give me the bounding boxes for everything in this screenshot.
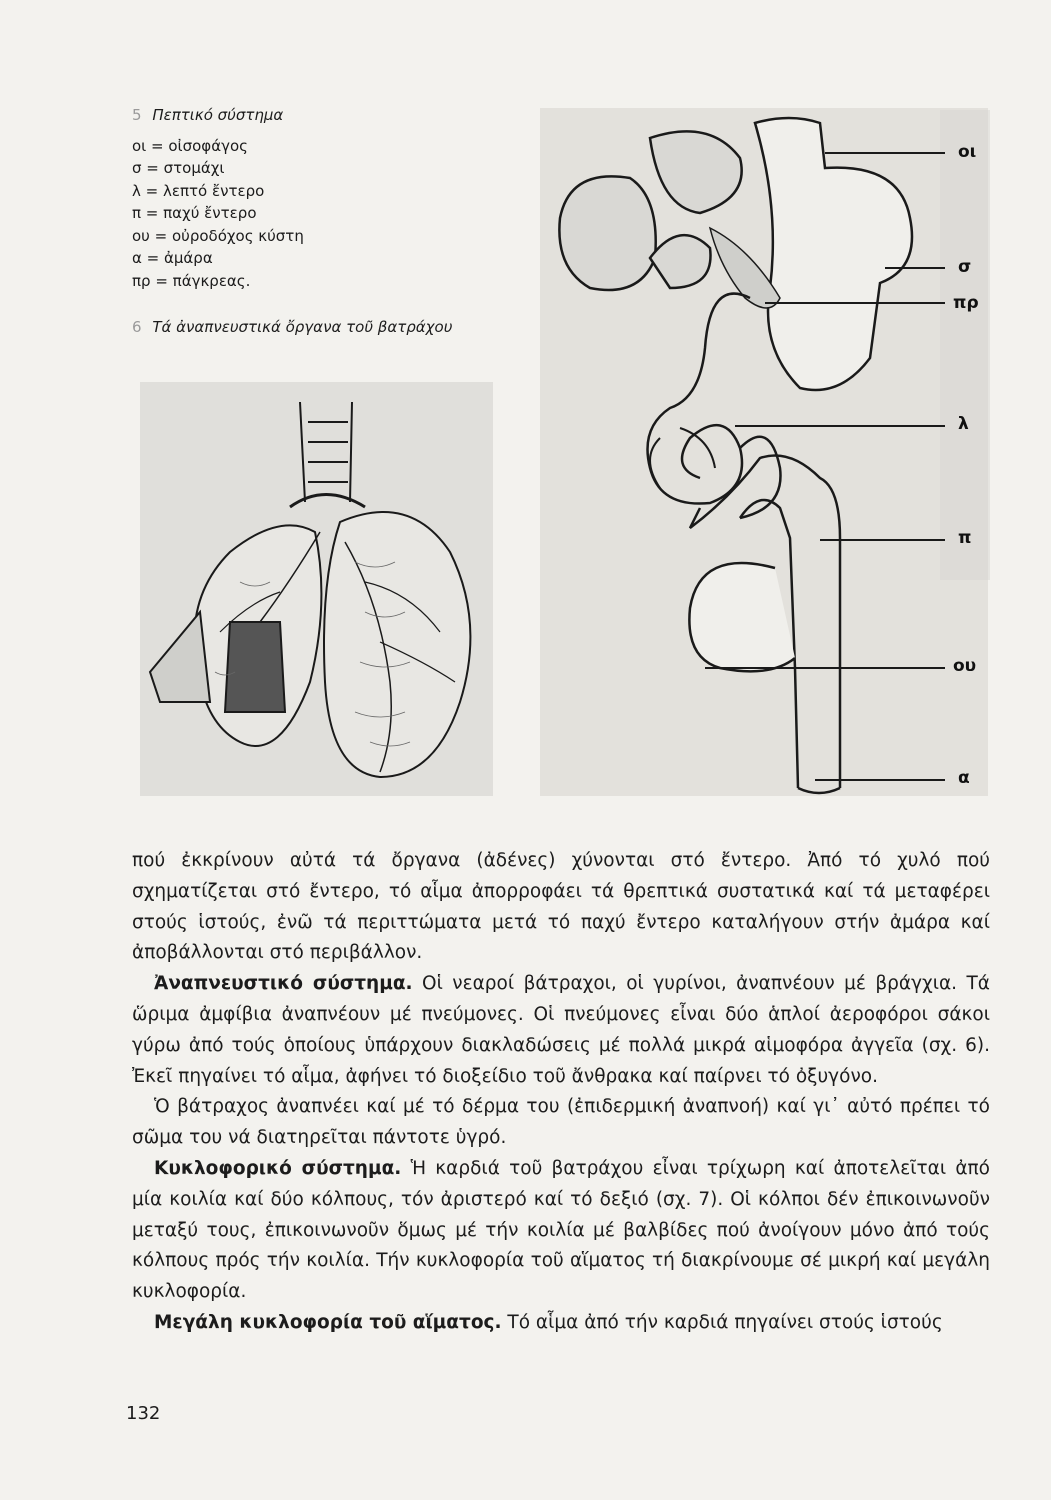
legend-item: π = παχύ ἔντερο [132, 204, 257, 222]
body-text [132, 846, 990, 1339]
legend-item: πρ = πάγκρεας. [132, 271, 251, 290]
section-heading: Μεγάλη κυκλοφορία τοῦ αἵματος. [154, 1311, 502, 1333]
label-large-intestine: π [958, 528, 972, 548]
lungs-drawing [140, 382, 493, 796]
figure6-number: 6 [132, 318, 142, 336]
page-number: 132 [126, 1403, 161, 1424]
figure5-caption [132, 104, 532, 292]
section-heading: Κυκλοφορικό σύστημα. [154, 1157, 402, 1179]
label-stomach: σ [958, 257, 972, 277]
paragraph-circulatory [132, 1154, 990, 1308]
paragraph-respiratory [132, 969, 990, 1092]
digestive-drawing [540, 108, 1000, 808]
label-cloaca: α [958, 768, 970, 788]
legend-item: οι = οἰσοφάγος [132, 136, 248, 155]
figure5-legend [132, 135, 532, 293]
figure5-title: Πεπτικό σύστημα [152, 106, 284, 124]
label-pancreas: πρ [953, 293, 979, 313]
paragraph-text: Τό αἷμα ἀπό τήν καρδιά πηγαίνει στούς ἱστούς [501, 1311, 943, 1333]
paragraph-text: Ἡ καρδιά τοῦ βατράχου εἶναι τρίχωρη καί ἀποτελεῖται ἀπό μία κοιλία καί δύο κόλπους, τόν ἀριστερό καί τό δεξιό (σχ. 7). Οἱ κόλποι δέν ἐπικοινωνοῦν μεταξύ τους, ἐπικοινωνοῦν ὅμως μέ τήν κοιλία μέ βαλβίδες πού ἀνοίγουν μόνο ἀπό τούς κόλπους πρός τήν κοιλία. Τήν κυκλοφορία τοῦ αἵματος τή διακρίνουμε σέ μικρή καί μεγάλη κυκλοφορία. [132, 1157, 990, 1303]
lungs-illustration [140, 382, 493, 796]
legend-item: ου = οὐροδόχος κύστη [132, 226, 304, 245]
digestive-system-illustration [540, 108, 1000, 808]
label-small-intestine: λ [958, 414, 969, 434]
legend-item: λ = λεπτό ἔντερο [132, 181, 265, 200]
paragraph-text: Οἱ νεαροί βάτραχοι, οἱ γυρίνοι, ἀναπνέουν μέ βράγχια. Τά ὥριμα ἀμφίβια ἀναπνέουν μέ πνεύμονες. Οἱ πνεύμονες εἶναι δύο ἁπλοί ἀεροφόροι σάκοι γύρω ἀπό τούς ὁποίους ὑπάρχουν διακλαδώσεις μέ πολλά μικρά αἱμοφόρα ἀγγεῖα (σχ. 6). Ἐκεῖ πηγαίνει τό αἷμα, ἀφήνει τό διοξείδιο τοῦ ἄνθρακα καί παίρνει τό ὀξυγόνο. [132, 973, 990, 1087]
label-oesophagus: οι [958, 142, 977, 162]
figure6-title: Τά ἀναπνευστικά ὄργανα τοῦ βατράχου [152, 318, 453, 336]
label-bladder: ου [953, 656, 977, 676]
legend-item: α = ἀμάρα [132, 249, 213, 267]
legend-item: σ = στομάχι [132, 159, 225, 177]
paragraph: πού ἐκκρίνουν αὐτά τά ὄργανα (ἀδένες) χύνονται στό ἔντερο. Ἀπό τό χυλό πού σχηματίζεται στό ἔντερο, τό αἷμα ἀπορροφάει τά θρεπτικά συστατικά καί τά μεταφέρει στούς ἱστούς, ἐνῶ τά περιττώματα μετά τό παχύ ἔντερο καταλήγουν στήν ἀμάρα καί ἀποβάλλονται στό περιβάλλον. [132, 850, 990, 964]
section-heading: Ἀναπνευστικό σύστημα. [154, 973, 413, 995]
paragraph: Ὁ βάτραχος ἀναπνέει καί μέ τό δέρμα του (ἐπιδερμική ἀναπνοή) καί γι᾿ αὐτό πρέπει τό σῶμα του νά διατηρεῖται πάντοτε ὑγρό. [132, 1096, 990, 1149]
paragraph-systemic [132, 1308, 990, 1339]
figure6-caption [132, 318, 452, 336]
figure5-number: 5 [132, 106, 142, 124]
